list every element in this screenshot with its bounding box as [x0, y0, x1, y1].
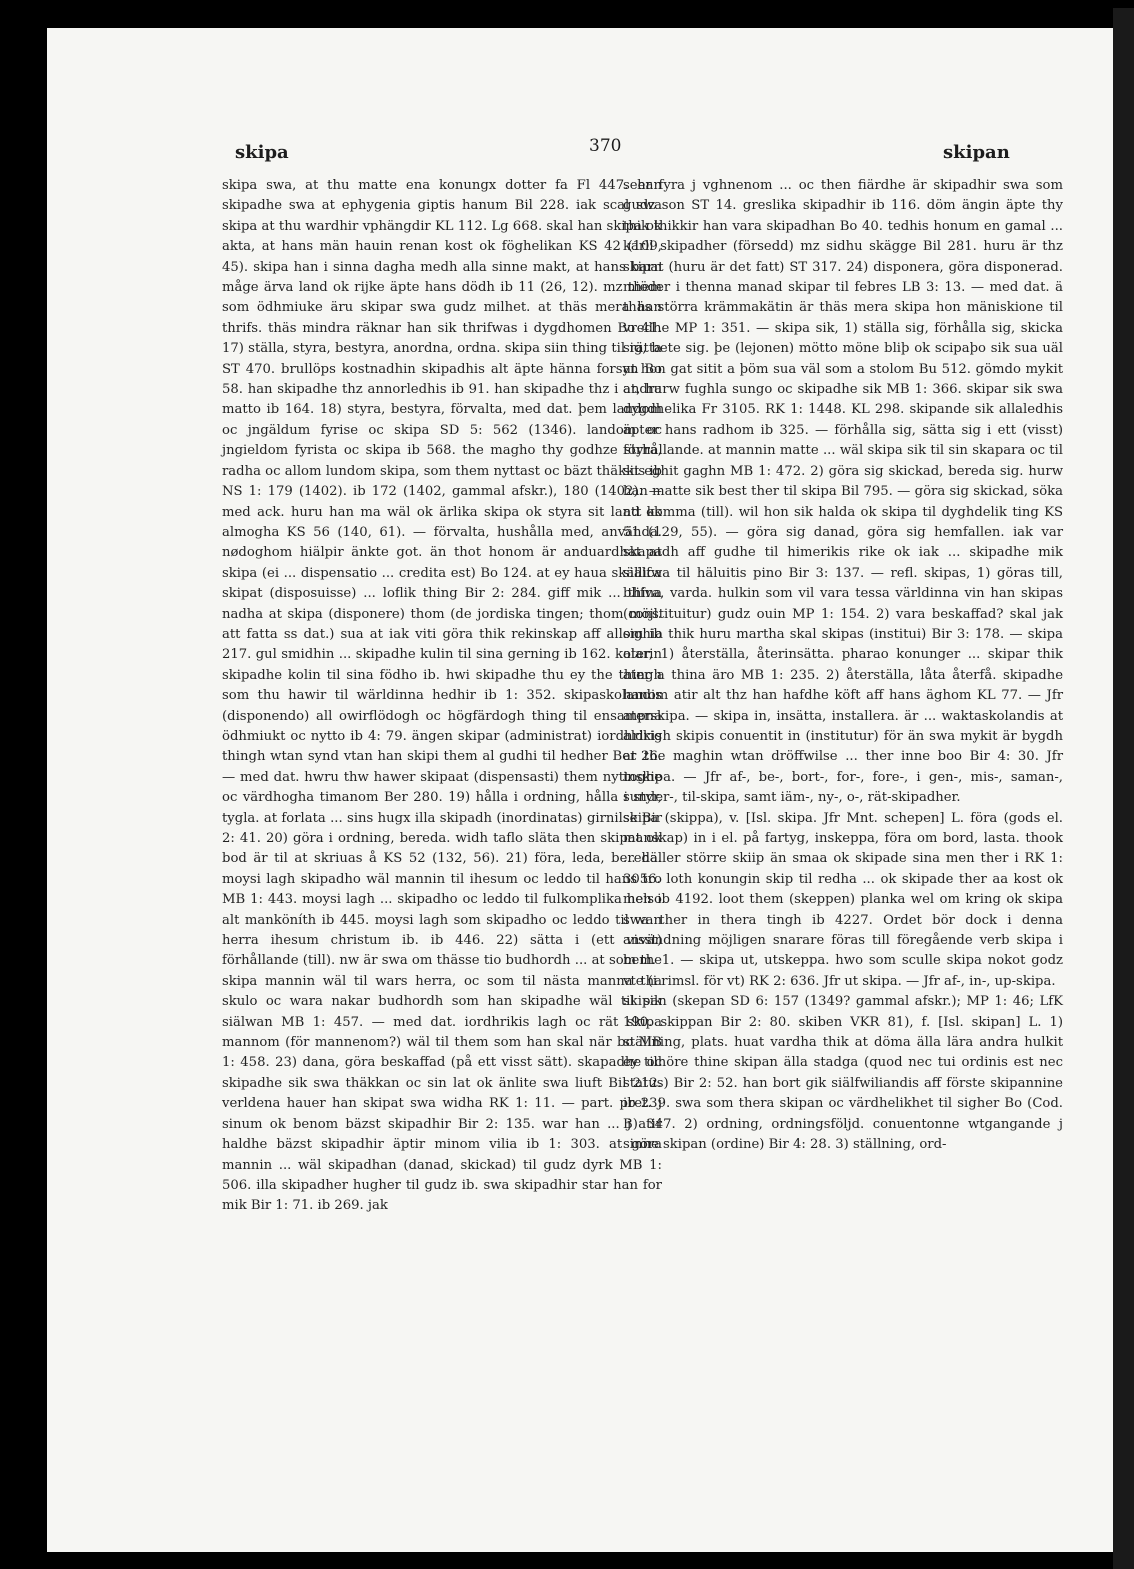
entry-skipan: skipan (skepan SD 6: 157 (1349? gammal afskr.); MP 1: 46; LfK 190. skippan Bir 2: 80. skiben VKR 81), f. [Isl. skipan] L. 1) ställning, plats. huat vardha thik at döma älla lära andra hulkit ey tilhöre thine skipan älla stadga (quod nec tui ordinis est nec status) Bir 2: 52. han bort gik siälfwiliandis aff förste skipannine ib 239. swa som thera skipan oc värdhelikhet til sigher Bo (Cod. B) 347. 2) ordning, ordningsföljd. conuentonne wtgangande j sinne skipan (ordine) Bir 4: 28. 3) ställning, ord- — [623, 994, 1063, 1153]
page-number: 370 — [589, 136, 622, 156]
right-column — [623, 176, 1063, 1156]
left-column — [222, 176, 662, 1217]
left-column-text: skipa swa, at thu matte ena konungx dotter fa Fl 447. han skipadhe swa at ephygenia giptis hanum Bil 228. iak scal swa skipa at thu wardhir vphängdir KL 112. Lg 668. skal han skipa ok akta, at hans män hauin renan kost ok föghelikan KS 42 (109, 45). skipa han i sinna dagha medh alla sinne makt, at hans barn måge ärva land ok rijke äpte hans dödh ib 11 (26, 12). mz them som ödhmiuke äru skipar swa gudz milhet. at thäs mera han thrifs. thäs mindra räknar han sik thrifwas i dygdhomen Bo 41. 17) ställa, styra, bestyra, anordna, ordna. skipa siin thing til rätta ST 470. brullöps kostnadhin skipadhis alt äpte hänna forsyn Bo 58. han skipadhe thz annorledhis ib 91. han skipadhe thz i andra matto ib 164. 18) styra, bestyra, förvalta, med dat. þem landom oc jngäldum fyrise oc skipa SD 5: 562 (1346). landom oc jngieldom fyrista oc skipa ib 568. the magho thy godhze styra, radha oc allom lundom skipa, som them nyttast oc bäzt thäkkis ib NS 1: 179 (1402). ib 172 (1402, gammal afskr.), 180 (1402). — med ack. huru han ma wäl ok ärlika skipa ok styra sit land ok almogha KS 56 (140, 61). — förvalta, hushålla med, använda. nødoghom hiälpir änkte got. än thot honom är anduardhat at skipa (ei ... dispensatio ... credita est) Bo 124. at ey haua skällica skipat (disposuisse) ... loflik thing Bir 2: 284. giff mik ... thina nadha at skipa (disponere) thom (de jordiska tingen; thom möjl. att fatta ss dat.) sua at iak viti göra thik rekinskap aff allom ib 217. gul smidhin ... skipadhe kulin til sina gerning ib 162. kolarin skipadhe kolin til sina födho ib. hwi skipadhe thu ey the thingh som thu hawir til wärldinna hedhir ib 1: 352. skipaskolandis (disponendo) all owirflödogh oc högfärdogh thing til ensampna ödhmiukt oc nytto ib 4: 79. ängen skipar (administrat) iordhrikis thingh wtan synd vtan han skipi them al gudhi til hedher Ber 26. — med dat. hwru thw hawer skipaat (dispensasti) them nyttoghe oc värdhogha timanom Ber 280. 19) hålla i ordning, hålla i styr, tygla. at forlata ... sins hugx illa skipadh (inordinatas) girnilse Bir 2: 41. 20) göra i ordning, bereda. widh taflo släta then skipat ok bod är til at skriuas å KS 52 (132, 56). 21) föra, leda, bereda. moysi lagh skipadho wäl mannin til ihesum oc leddo til hans tro MB 1: 443. moysi lagh ... skipadho oc leddo til fulkomplika helso alt manköníth ib 445. moysi lagh som skipadho oc leddo til wan herra ihesum christum ib. ib 446. 22) sätta i (ett visst) förhållande (till). nw är swa om thässe tio budhordh ... at som the skipa mannin wäl til wars herra, oc som til nästa manna tha skulo oc wara nakar budhordh som han skipadhe wäl til sik siälwan MB 1: 457. — med dat. iordhrikis lagh oc rät skipa mannom (för mannenom?) wäl til them som han skal när bo MB 1: 458. 23) dana, göra beskaffad (på ett visst sätt). skapadhe oc skipadhe sik swa thäkkan oc sin lat ok änlite swa liuft Bil 212. verldena hauer han skipat swa widha RK 1: 11. — part. pret. j sinum ok benom bäzst skipadhir Bir 2: 135. war han ... j atir haldhe bäzst skipadhir äptir minom vilia ib 1: 303. at göra mannin ... wäl skipadhan (danad, skickad) til gudz dyrk MB 1: 506. illa skipadher hugher til gudz ib. swa skipadhir star han for mik Bir 1: 71. ib 269. jak — [222, 178, 662, 1214]
dictionary-page — [47, 28, 1113, 1552]
scan-edge-right — [1113, 8, 1134, 1569]
running-headword-right: skipan — [943, 142, 1010, 163]
running-headword-left: skipa — [235, 142, 289, 163]
entry-skipa-skippa: skipa (skippa), v. [Isl. skipa. Jfr Mnt. schepen] L. föra (gods el. manskap) in i el. på fartyg, inskeppa, föra om bord, lasta. thook ... häller större skiip än smaa ok skipade sina men ther i RK 1: 3056. loth konungin skip til redha ... ok skipade ther aa kost ok men ib 4192. loot them (skeppen) planka wel om kring ok skipa swa ther in thera tingh ib 4227. Ordet bör dock i denna användning möjligen snarare föras till föregående verb skipa i bem. 1. — skipa ut, utskeppa. hwo som sculle skipa nokot godz vte (i rimsl. för vt) RK 2: 636. Jfr ut skipa. — Jfr af-, in-, up-skipa. — [623, 810, 1063, 989]
entry-skipa-continued: seer fyra j vghnenom ... oc then fiärdhe är skipadhir swa som gudz son ST 14. greslika skipadhir ib 116. döm ängin äpte thy thik thikkir han vara skipadhan Bo 40. tedhis honum en gamal ... karll skipadher (försedd) mz sidhu skägge Bil 281. huru är thz skipat (huru är det fatt) ST 317. 24) disponera, göra disponerad. miöder i thenna manad skipar til febres LB 3: 13. — med dat. ä thäs störra krämmakätin är thäs mera skipa hon mäniskione til vredhe MP 1: 351. — skipa sik, 1) ställa sig, förhålla sig, skicka sig, bete sig. þe (lejonen) mötto möne bliþ ok scipaþo sik sua uäl at hon gat sitit a þöm sua väl som a stolom Bu 512. gömdo mykit at, hurw fughla sungo oc skipadhe sik MB 1: 366. skipar sik swa dygdhelika Fr 3105. RK 1: 1448. KL 298. skipande sik allaledhis äpter hans radhom ib 325. — förhålla sig, sätta sig i ett (visst) förhållande. at mannin matte ... wäl skipa sik til sin skapara oc til sit eghit gaghn MB 1: 472. 2) göra sig skickad, bereda sig. hurw han matte sik best ther til skipa Bil 795. — göra sig skickad, söka att komma (till). wil hon sik halda ok skipa til dyghdelik ting KS 51 (129, 55). — göra sig danad, göra sig hemfallen. iak var skapadh aff gudhe til himerikis rike ok iak ... skipadhe mik siälfwa til häluitis pino Bir 3: 137. — refl. skipas, 1) göras till, blifva, varda. hulkin som vil vara tessa världinna vin han skipas (constituitur) gudz ouin MP 1: 154. 2) vara beskaffad? skal jak sighia thik huru martha skal skipas (institui) Bir 3: 178. — skipa ater, 1) återställa, återinsätta. pharao konunger ... skipar thik ater a thina äro MB 1: 235. 2) återställa, låta återfå. skipadhe hanom atir alt thz han hafdhe köft aff hans äghom KL 77. — Jfr aterskipa. — skipa in, insätta, installera. är ... waktaskolandis at aldrigh skipis conuentit in (institutur) för än swa mykit är bygdh at the maghin wtan dröffwilse ... ther inne boo Bir 4: 30. Jfr inskipa. — Jfr af-, be-, bort-, for-, fore-, i gen-, mis-, saman-, sunder-, til-skipa, samt iäm-, ny-, o-, rät-skipadher. — [623, 178, 1063, 806]
